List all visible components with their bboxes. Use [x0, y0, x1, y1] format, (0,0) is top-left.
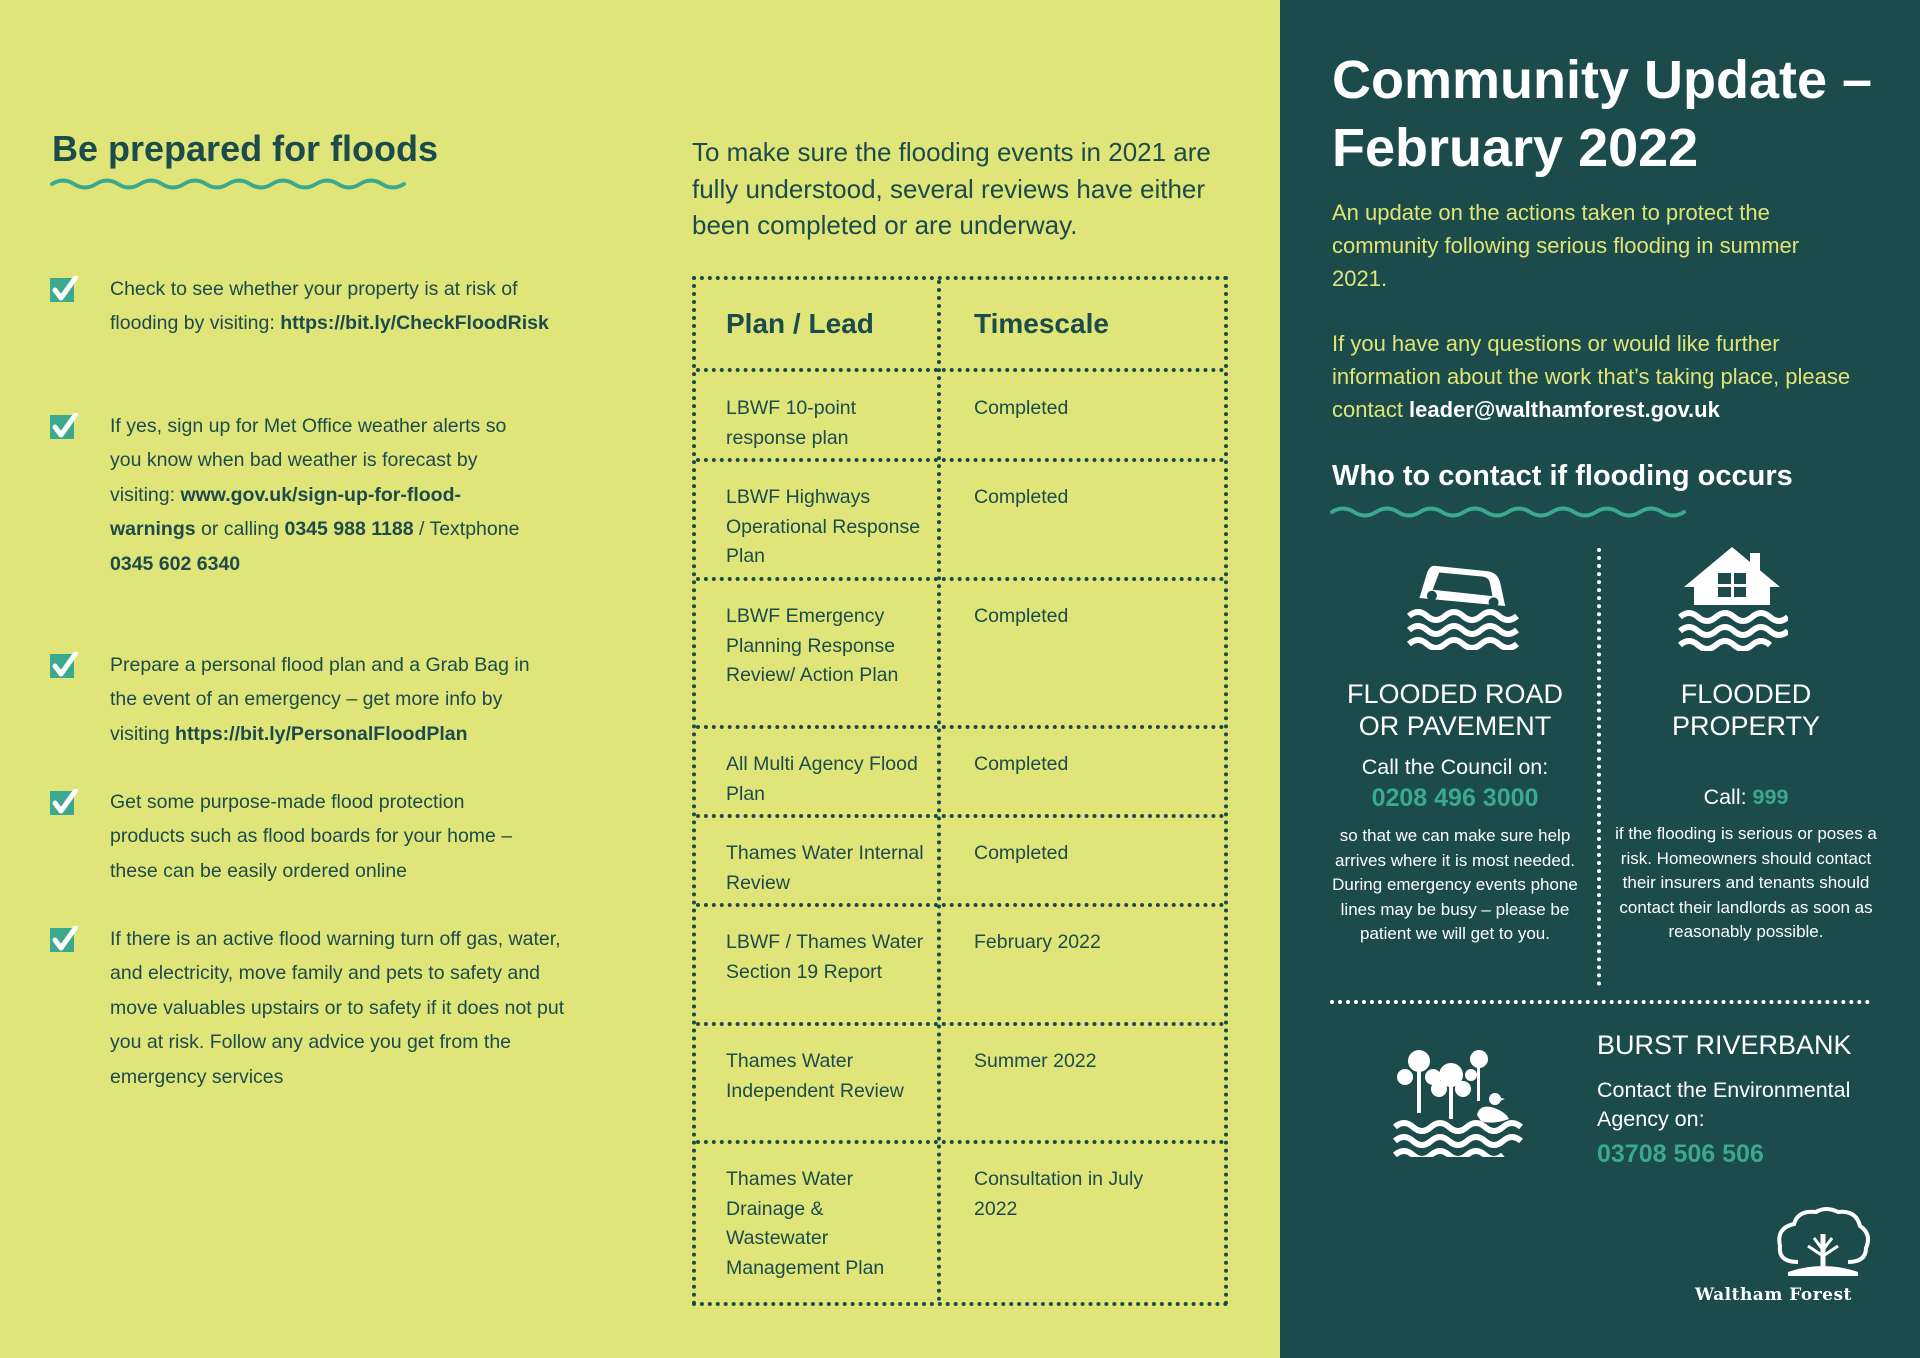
floodline-phone: 0345 988 1188	[284, 518, 414, 541]
table-header-timescale: Timescale	[974, 308, 1109, 339]
environment-agency-phone-number[interactable]: 03708 506 506	[1597, 1140, 1764, 1168]
checkbox-tick-icon	[50, 276, 78, 304]
table-cell-plan: LBWF / Thames Water Section 19 Report	[726, 931, 924, 983]
flooded-car-icon	[1403, 560, 1523, 650]
checkbox-tick-icon	[50, 652, 78, 680]
checklist-text: If there is an active flood warning turn off gas, water, and electricity, move family and pets to safety and move valuables upstairs or to safety if it does not put you at risk. Follow any advice you get from the emergency services	[110, 928, 565, 1088]
checklist-text: If yes, sign up for Met Office weather alerts so you know when bad weather is forecast by visiting: www.gov.uk/sign-up-for-flood-warnings or calling 0345 988 1188 / Textphone 0345 602 6340	[110, 415, 520, 575]
flooded-house-icon	[1676, 543, 1788, 651]
checklist-text: Get some purpose-made flood protection products such as flood boards for your home – these can be easily ordered online	[110, 791, 513, 882]
table-column-divider	[937, 280, 941, 1302]
flooded-property-call-line: Call: 999	[1703, 785, 1789, 809]
table-row-separator	[696, 725, 1224, 729]
right-panel	[1280, 0, 1920, 1358]
checkbox-tick-icon	[50, 413, 78, 441]
flooded-road-title-line2: OR PAVEMENT	[1358, 711, 1552, 741]
burst-riverbank-title: BURST RIVERBANK	[1597, 1030, 1852, 1060]
checklist-text: Prepare a personal flood plan and a Grab Bag in the event of an emergency – get more info by visiting https://bit.ly/PersonalFloodPlan	[110, 654, 530, 745]
table-cell-plan: All Multi Agency Flood Plan	[726, 753, 918, 805]
table-row-separator	[696, 368, 1224, 372]
update-subtitle: An update on the actions taken to protect the community following serious flooding in summer 2021.	[1332, 200, 1800, 291]
table-cell-plan: Thames Water Drainage & Wastewater Management Plan	[726, 1168, 885, 1279]
table-cell-timescale: February 2022	[974, 931, 1101, 953]
who-to-contact-heading: Who to contact if flooding occurs	[1332, 460, 1793, 492]
table-row-separator	[696, 1140, 1224, 1144]
table-cell-timescale: Completed	[974, 753, 1069, 775]
table-cell-plan: LBWF 10-point response plan	[726, 397, 857, 449]
riverbank-trees-duck-icon	[1393, 1045, 1523, 1157]
checklist-text: Check to see whether your property is at risk of flooding by visiting: https://bit.ly/CheckFloodRisk	[110, 278, 549, 335]
reviews-intro: To make sure the flooding events in 2021 are fully understood, several reviews have either been completed or are underway.	[692, 137, 1211, 240]
table-row-separator	[696, 458, 1224, 462]
flood-warnings-link[interactable]: www.gov.uk/sign-up-for-flood-warnings	[110, 483, 461, 541]
flooded-property-title-line2: PROPERTY	[1671, 711, 1821, 741]
table-row-separator	[696, 577, 1224, 581]
flood-risk-link[interactable]: https://bit.ly/CheckFloodRisk	[280, 312, 549, 335]
reviews-table	[692, 276, 1228, 1306]
council-phone-number[interactable]: 0208 496 3000	[1371, 784, 1539, 812]
waltham-forest-tree-logo	[1768, 1206, 1878, 1282]
table-cell-plan: LBWF Highways Operational Response Plan	[726, 486, 921, 567]
section-divider	[1330, 1000, 1870, 1004]
flooded-property-title-line1: FLOODED	[1680, 679, 1812, 709]
table-header-plan: Plan / Lead	[726, 308, 874, 339]
flooded-road-description: so that we can make sure help arrives where it is most needed. During emergency events phone lines may be busy – please be patient we will get to you.	[1332, 826, 1578, 944]
contact-heading-wave-underline	[1330, 504, 1696, 520]
contact-paragraph: If you have any questions or would like further information about the work that’s taking place, please contact leader@walthamforest.gov.uk	[1332, 331, 1851, 422]
page-title: Community Update – February 2022	[1332, 50, 1873, 178]
flooded-road-contact	[1320, 678, 1590, 947]
waltham-forest-logo-text: Waltham Forest	[1695, 1285, 1852, 1305]
table-cell-plan: LBWF Emergency Planning Response Review/ Action Plan	[726, 605, 899, 686]
table-cell-plan: Thames Water Internal Review	[726, 842, 924, 894]
contact-email-link[interactable]: leader@walthamforest.gov.uk	[1409, 397, 1720, 422]
be-prepared-heading: Be prepared for floods	[52, 128, 439, 169]
checkbox-tick-icon	[50, 789, 78, 817]
contact-column-divider	[1597, 548, 1601, 986]
table-row-separator	[696, 903, 1224, 907]
table-cell-timescale: Completed	[974, 842, 1069, 864]
textphone-number: 0345 602 6340	[110, 552, 241, 575]
flooded-property-contact	[1610, 678, 1882, 945]
personal-flood-plan-link[interactable]: https://bit.ly/PersonalFloodPlan	[175, 722, 468, 745]
table-cell-timescale: Consultation in July 2022	[974, 1168, 1144, 1220]
emergency-phone-number[interactable]: 999	[1752, 785, 1789, 809]
table-row-separator	[696, 1022, 1224, 1026]
flooded-road-title-line1: FLOODED ROAD	[1346, 679, 1564, 709]
table-row-separator	[696, 814, 1224, 818]
flooded-road-call-label: Call the Council on:	[1361, 755, 1549, 779]
table-cell-timescale: Summer 2022	[974, 1050, 1097, 1072]
table-cell-timescale: Completed	[974, 486, 1069, 508]
checkbox-tick-icon	[50, 926, 78, 954]
table-cell-timescale: Completed	[974, 605, 1069, 627]
flooded-property-description: if the flooding is serious or poses a risk. Homeowners should contact their insurers and tenants should contact their landlords as soon as reasonably possible.	[1615, 824, 1877, 942]
heading-wave-underline	[50, 176, 416, 192]
table-cell-timescale: Completed	[974, 397, 1069, 419]
burst-riverbank-description: Contact the Environmental Agency on:	[1597, 1078, 1851, 1131]
table-cell-plan: Thames Water Independent Review	[726, 1050, 904, 1102]
